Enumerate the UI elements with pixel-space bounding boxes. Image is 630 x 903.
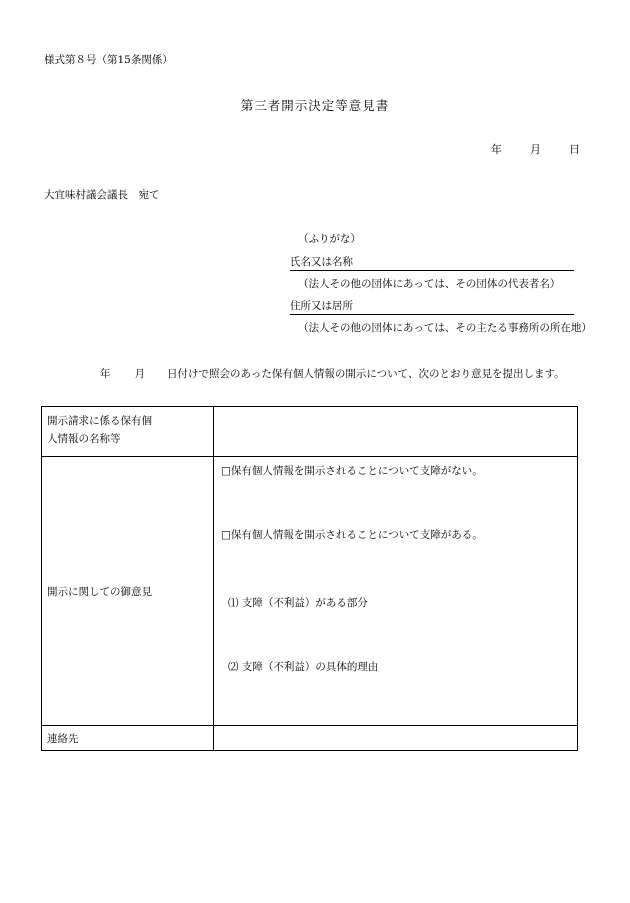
- contact-label: 連絡先: [42, 726, 214, 751]
- date-day: 日: [569, 143, 580, 156]
- form-number: 様式第８号（第15条関係）: [44, 54, 173, 66]
- option-no-obstacle[interactable]: □保有個人情報を開示されることについて支障がない。: [221, 465, 483, 477]
- document-title: 第三者開示決定等意見書: [240, 98, 390, 113]
- statement-month: 月: [134, 368, 145, 380]
- table-row: [42, 457, 578, 726]
- statement-year: 年: [100, 368, 111, 380]
- contact-value[interactable]: [214, 726, 578, 751]
- address-field[interactable]: [290, 298, 574, 315]
- date-year: 年: [491, 143, 502, 156]
- address-label: 住所又は居所: [290, 300, 353, 312]
- addressee: 大宜味村議会議長 宛て: [44, 189, 160, 201]
- opinion-table: [41, 406, 578, 751]
- opinion-cell: [214, 457, 578, 726]
- date-month: 月: [530, 143, 541, 156]
- statement: [100, 366, 565, 381]
- name-note: （法人その他の団体にあっては、その団体の代表者名）: [298, 278, 561, 290]
- option-obstacle[interactable]: □保有個人情報を開示されることについて支障がある。: [221, 529, 483, 541]
- name-field[interactable]: [290, 254, 574, 271]
- table-row: [42, 726, 578, 751]
- date-line: [491, 141, 580, 157]
- record-name-label: [42, 407, 214, 457]
- record-name-label-line2: 人情報の名称等: [47, 433, 121, 445]
- table-row: [42, 407, 578, 457]
- record-name-value[interactable]: [214, 407, 578, 457]
- address-note: （法人その他の団体にあっては、その主たる事務所の所在地）: [298, 322, 592, 334]
- record-name-label-line1: 開示請求に係る保有個: [47, 415, 152, 427]
- name-label: 氏名又は名称: [290, 256, 353, 268]
- statement-text: 日付けで照会のあった保有個人情報の開示について、次のとおり意見を提出します。: [167, 368, 565, 380]
- furigana-label: （ふりがな）: [298, 233, 361, 245]
- obstacle-part-item: ⑴ 支障（不利益）がある部分: [228, 597, 368, 609]
- obstacle-reason-item: ⑵ 支障（不利益）の具体的理由: [228, 661, 379, 673]
- opinion-label: 開示に関しての御意見: [42, 457, 214, 726]
